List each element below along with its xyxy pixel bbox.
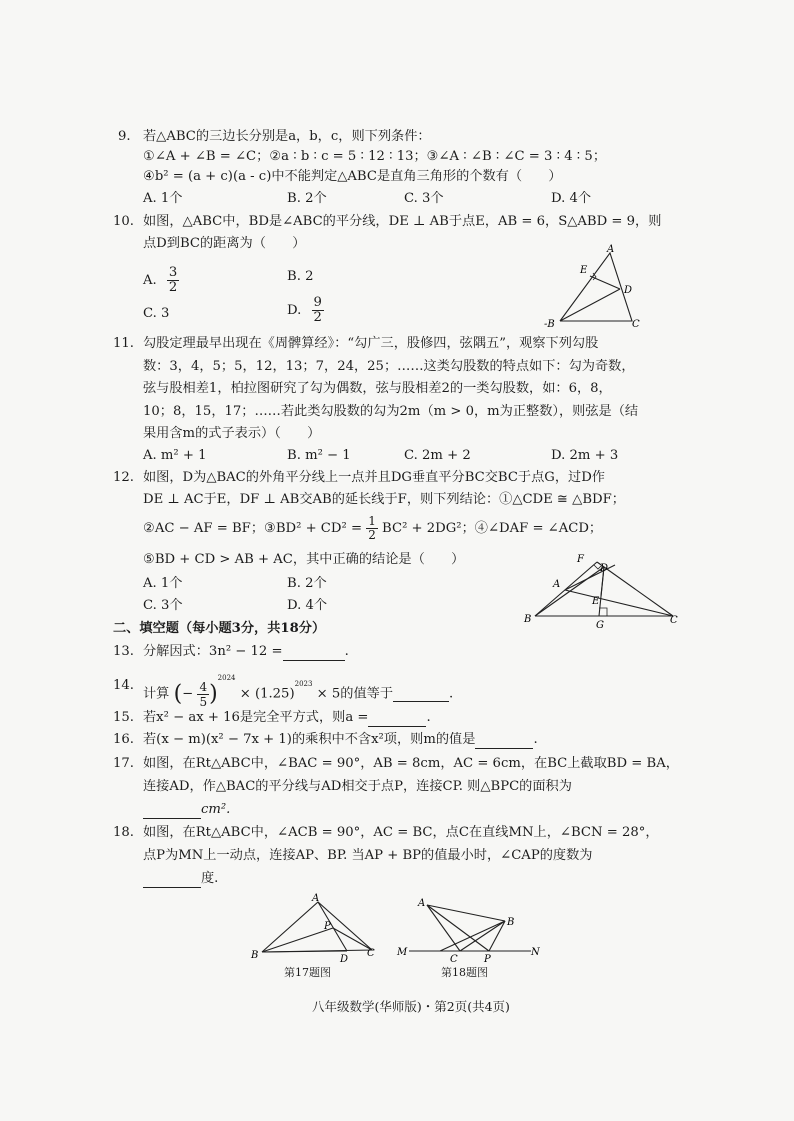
q17-figure	[250, 890, 380, 966]
q18-number: 18.	[113, 825, 134, 840]
q10-label-e: E	[580, 265, 588, 276]
q9-stem: 若△ABC的三边长分别是a，b，c，则下列条件：	[143, 129, 431, 144]
q14-frac-num: 4	[199, 680, 208, 694]
q12-line3	[143, 515, 602, 542]
q12-label-e: E	[592, 596, 600, 607]
q14-number: 14.	[113, 678, 134, 693]
q10-label-a: A	[607, 244, 615, 255]
q11-option-c: C. 2m + 2	[404, 448, 471, 463]
q10-option-d-den: 2	[313, 310, 322, 325]
q17-label-b: B	[251, 950, 259, 961]
q10-option-a-den: 2	[168, 280, 178, 295]
q18-figure-caption: 第18题图	[441, 966, 488, 979]
q12-frac-num: 1	[368, 514, 376, 528]
q16-line	[143, 731, 538, 749]
q17-label-c: C	[367, 948, 375, 959]
q10-option-c: C. 3	[143, 306, 170, 321]
q14-exp1: 2024	[217, 674, 236, 682]
q12-line1: 如图，D为△BAC的外角平分线上一点并且DG垂直平分BC交BC于点G，过D作	[143, 470, 605, 485]
q10-option-a	[143, 266, 179, 295]
q17-answer-blank[interactable]	[143, 804, 201, 819]
q12-option-d: D. 4个	[287, 598, 328, 613]
q11-number: 11.	[113, 336, 134, 351]
q14-answer-blank[interactable]	[393, 687, 449, 702]
q9-option-a: A. 1个	[143, 191, 183, 206]
q14-post: × 5的值等于	[316, 686, 394, 702]
q15-number: 15.	[113, 710, 134, 725]
q17-label-a: A	[312, 893, 320, 904]
q17-unit: cm².	[201, 802, 231, 817]
q18-label-p: P	[484, 954, 491, 965]
q14-frac-den: 5	[199, 695, 208, 709]
q9-option-c: C. 3个	[404, 191, 444, 206]
q10-line2: 点D到BC的距离为（ ）	[143, 236, 306, 251]
q12-label-f: F	[577, 554, 584, 565]
q9-option-d: D. 4个	[551, 191, 592, 206]
q14-pre: 计算	[143, 686, 170, 702]
q17-line1: 如图，在Rt△ABC中，∠BAC = 90°，AB = 8cm，AC = 6cm，在BC上截取BD = BA，	[143, 756, 679, 771]
q13-number: 13.	[113, 644, 134, 659]
q11-line1: 勾股定理最早出现在《周髀算经》：“勾广三，股修四，弦隅五”，观察下列勾股	[143, 336, 599, 351]
q12-line3-part1: ②AC − AF = BF；③BD² + CD² =	[143, 521, 367, 536]
q12-line3-part2: BC² + 2DG²；④∠DAF = ∠ACD；	[382, 521, 603, 536]
q18-label-c: C	[450, 954, 458, 965]
q15-end: .	[426, 710, 431, 725]
q9-number: 9.	[118, 129, 131, 144]
q15-answer-blank[interactable]	[368, 712, 426, 727]
q18-label-b: B	[507, 917, 515, 928]
q10-option-d	[287, 296, 324, 325]
section-title-fill-in: 二、填空题（每小题3分，共18分）	[113, 621, 326, 636]
q14-mid: × (1.25)	[239, 686, 295, 702]
q12-line4: ⑤BD + CD > AB + AC，其中正确的结论是（ ）	[143, 552, 465, 567]
q18-answer-blank[interactable]	[143, 873, 201, 888]
q16-number: 16.	[113, 732, 134, 747]
q11-option-b: B. m² − 1	[287, 448, 351, 463]
q12-label-c: C	[670, 615, 678, 626]
page-footer: 八年级数学(华师版)・第2页(共4页)	[312, 999, 510, 1014]
q11-line3: 弦与股相差1，柏拉图研究了勾为偶数，弦与股相差2的一类勾股数，如：6，8，	[143, 381, 612, 396]
q18-line1: 如图，在Rt△ABC中，∠ACB = 90°，AC = BC，点C在直线MN上，∠BCN = 28°，	[143, 825, 659, 840]
q18-line3	[143, 870, 218, 888]
q13-line	[143, 643, 349, 661]
q10-option-a-num: 3	[168, 265, 178, 280]
q17-label-p: P	[324, 921, 331, 932]
q11-line4: 10；8，15，17；……若此类勾股数的勾为2m（m > 0，m为正整数），则弦是（结	[143, 404, 639, 419]
q12-label-b: B	[524, 614, 532, 625]
q11-line5: 果用含m的式子表示）（ ）	[143, 426, 321, 441]
q16-answer-blank[interactable]	[475, 734, 533, 749]
q10-figure	[540, 243, 650, 333]
q17-figure-caption: 第17题图	[284, 966, 331, 979]
q12-number: 12.	[113, 470, 134, 485]
q13-text: 分解因式：3n² − 12 =	[143, 644, 283, 659]
q10-option-b: B. 2	[287, 269, 314, 284]
q14-line: 计算 (− $\frac{4}{5}$ )$^{2024} \times (1.25)^{2023} \times 5$的值等于 .	[143, 674, 454, 709]
q11-line2: 数：3，4，5；5，12，13；7，24，25；……这类勾股数的特点如下：勾为奇数，	[143, 359, 635, 374]
q9-line2: ①∠A + ∠B = ∠C；②a ∶ b ∶ c = 5 ∶ 12 ∶ 13；③∠A ∶ ∠B ∶ ∠C = 3 ∶ 4 ∶ 5；	[143, 149, 607, 164]
q10-line1: 如图，△ABC中，BD是∠ABC的平分线，DE ⊥ AB于点E，AB = 6，S△ABD = 9，则	[143, 214, 662, 229]
q14-end: .	[449, 686, 454, 702]
q18-label-m: M	[397, 947, 408, 958]
q10-option-a-letter: A.	[143, 273, 157, 288]
q18-figure	[395, 892, 545, 966]
q10-number: 10.	[113, 214, 134, 229]
q16-end: .	[533, 732, 538, 747]
q14-exp2: 2023	[294, 680, 313, 688]
q12-label-a: A	[553, 579, 561, 590]
q10-option-d-letter: D.	[287, 303, 302, 318]
q11-option-a: A. m² + 1	[143, 448, 207, 463]
q12-frac-den: 2	[368, 528, 376, 542]
q17-line3	[143, 801, 230, 819]
q13-answer-blank[interactable]	[283, 646, 345, 661]
q12-option-b: B. 2个	[287, 576, 327, 591]
q12-figure	[515, 548, 685, 630]
q18-line2: 点P为MN上一动点，连接AP、BP. 当AP + BP的值最小时，∠CAP的度数为	[143, 848, 593, 863]
q16-text: 若(x − m)(x² − 7x + 1)的乘积中不含x²项，则m的值是	[143, 732, 476, 747]
q15-line	[143, 709, 431, 727]
q15-text: 若x² − ax + 16是完全平方式，则a =	[143, 710, 369, 725]
q10-label-c: C	[632, 319, 640, 330]
q12-label-g: G	[596, 620, 604, 630]
q18-end: 度.	[201, 871, 219, 886]
q12-option-c: C. 3个	[143, 598, 183, 613]
q12-label-d: D	[600, 563, 609, 574]
q18-label-n: N	[531, 947, 540, 958]
q17-line2: 连接AD，作△BAC的平分线与AD相交于点P，连接CP. 则△BPC的面积为	[143, 779, 572, 794]
q10-label-b: -B	[544, 319, 555, 330]
q11-option-d: D. 2m + 3	[551, 448, 619, 463]
q12-line2: DE ⊥ AC于E，DF ⊥ AB交AB的延长线于F，则下列结论：①△CDE ≅ △BDF；	[143, 492, 625, 507]
q9-option-b: B. 2个	[287, 191, 327, 206]
q12-option-a: A. 1个	[143, 576, 183, 591]
q10-label-d: D	[624, 285, 633, 296]
q13-end: .	[344, 644, 349, 659]
q18-label-a: A	[418, 898, 426, 909]
q10-option-d-num: 9	[313, 295, 322, 310]
q17-number: 17.	[113, 756, 134, 771]
q17-label-d: D	[340, 954, 349, 965]
q9-line3: ④b² = (a + c)(a - c)中不能判定△ABC是直角三角形的个数有（ ）	[143, 169, 562, 184]
